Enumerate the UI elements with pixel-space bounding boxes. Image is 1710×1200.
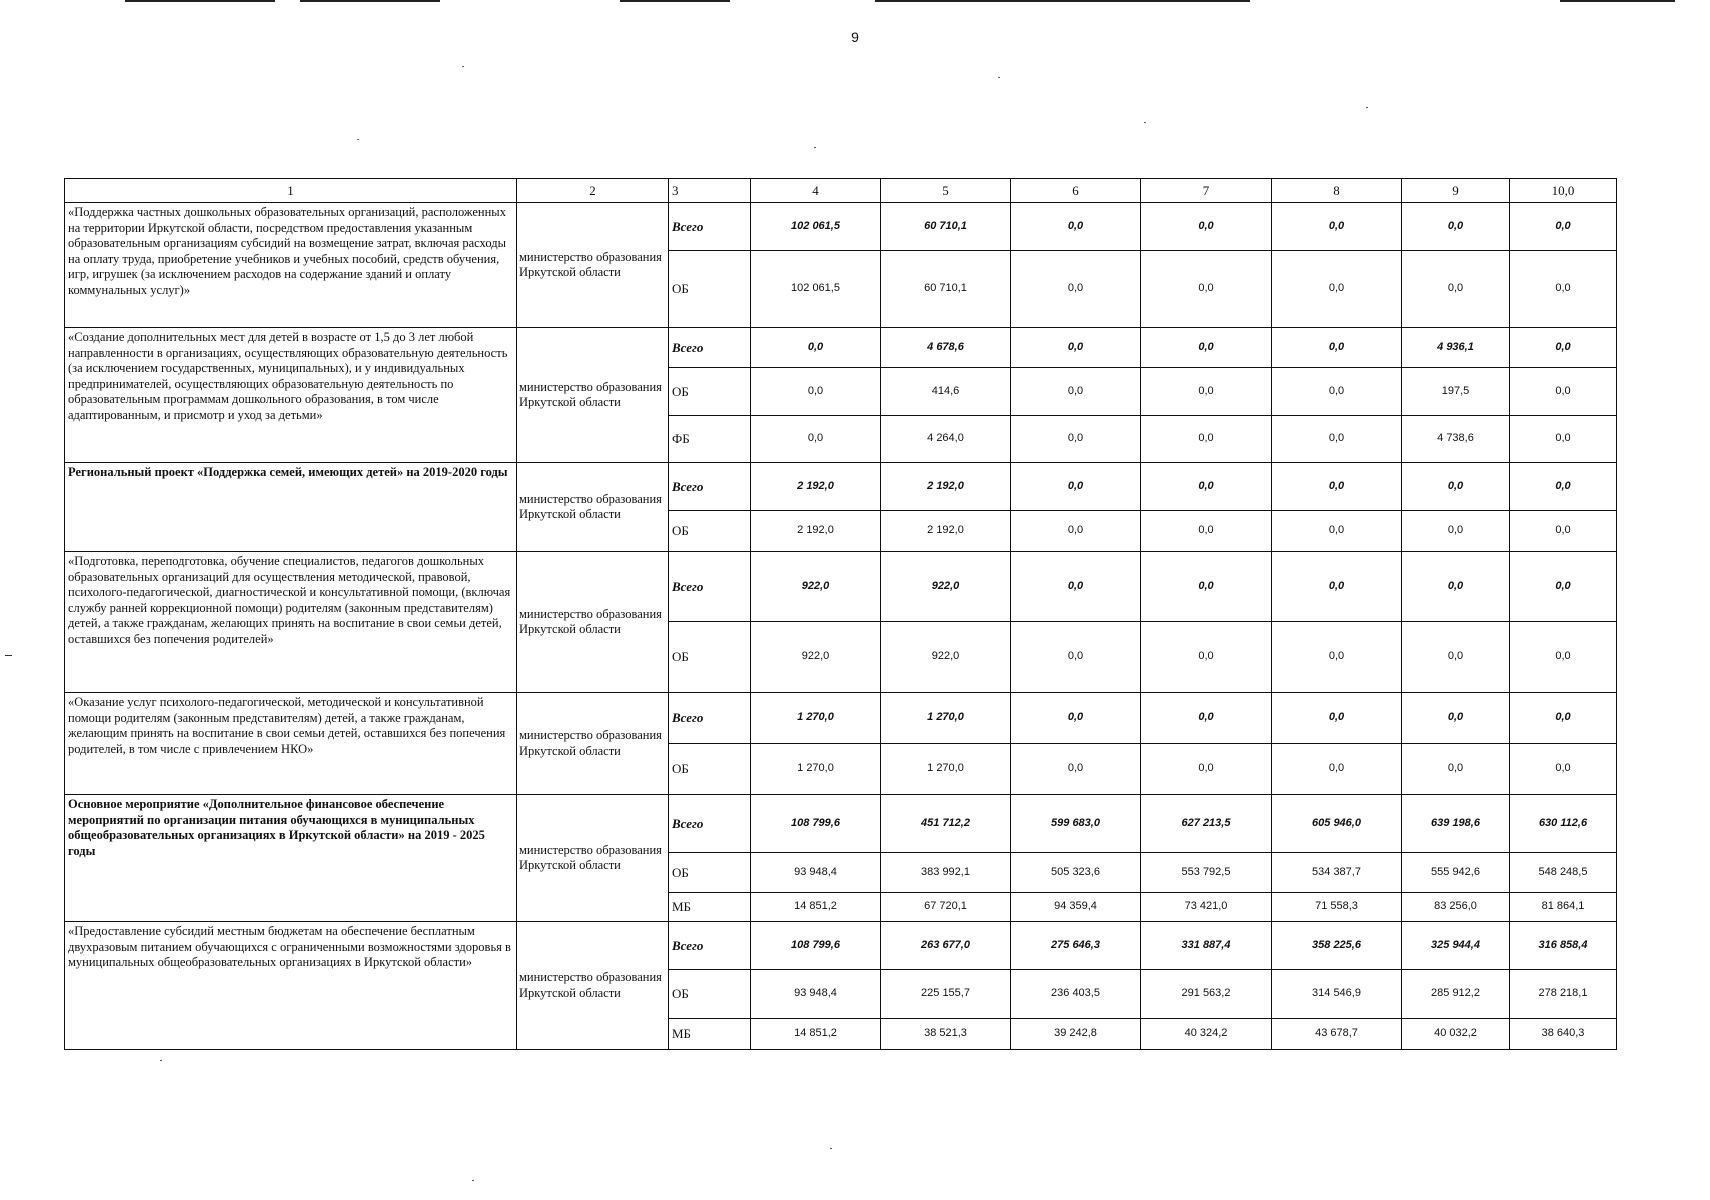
funding-source: Всего [669,795,751,853]
amount-cell: 0,0 [1011,693,1141,744]
amount-cell: 0,0 [1141,744,1272,795]
amount-cell: 0,0 [1510,693,1617,744]
table-row [65,693,1617,744]
amount-cell: 278 218,1 [1510,970,1617,1019]
amount-cell: 43 678,7 [1272,1019,1402,1050]
amount-cell: 0,0 [1272,203,1402,251]
amount-cell: 639 198,6 [1402,795,1510,853]
header-cell-6: 6 [1011,179,1141,203]
amount-cell: 0,0 [1510,416,1617,463]
amount-cell: 555 942,6 [1402,853,1510,893]
table-row [65,463,1617,511]
amount-cell: 0,0 [751,368,881,416]
amount-cell: 291 563,2 [1141,970,1272,1019]
scan-edge-mark [5,655,12,656]
amount-cell: 0,0 [1011,416,1141,463]
amount-cell: 331 887,4 [1141,922,1272,970]
amount-cell: 94 359,4 [1011,893,1141,922]
table-row [65,203,1617,251]
funding-source: Всего [669,693,751,744]
funding-source: ОБ [669,511,751,552]
amount-cell: 0,0 [1011,744,1141,795]
amount-cell: 605 946,0 [1272,795,1402,853]
amount-cell: 0,0 [1141,511,1272,552]
scan-top-line [300,0,440,2]
scan-speck [1366,107,1368,108]
amount-cell: 383 992,1 [881,853,1011,893]
amount-cell: 60 710,1 [881,203,1011,251]
responsible-executor: министерство образования Иркутской области [517,693,669,795]
scan-speck [830,1148,832,1149]
responsible-executor: министерство образования Иркутской области [517,203,669,328]
amount-cell: 263 677,0 [881,922,1011,970]
amount-cell: 0,0 [1272,744,1402,795]
amount-cell: 0,0 [1011,328,1141,368]
funding-source: ОБ [669,622,751,693]
amount-cell: 0,0 [1141,203,1272,251]
measure-description: «Предоставление субсидий местным бюджетам на обеспечение бесплатным двухразовым питанием обучающихся с ограниченными возможностями здоровья в муниципальных общеобразовательных организациях в Иркутской области» [65,922,517,1050]
measure-description: «Поддержка частных дошкольных образовательных организаций, расположенных на территории Иркутской области, посредством предоставления указанным образовательным организациям субсидий на возмещение затрат, включая расходы на оплату труда, приобретение учебников и учебных пособий, средств обучения, игр, игрушек (за исключением расходов на содержание зданий и оплату коммунальных услуг)» [65,203,517,328]
amount-cell: 0,0 [1011,463,1141,511]
amount-cell: 0,0 [1510,328,1617,368]
amount-cell: 0,0 [1272,511,1402,552]
header-cell-5: 5 [881,179,1011,203]
amount-cell: 0,0 [1011,203,1141,251]
amount-cell: 2 192,0 [751,463,881,511]
amount-cell: 0,0 [1141,416,1272,463]
scan-speck [472,1180,474,1181]
amount-cell: 0,0 [1510,552,1617,622]
measure-description: «Подготовка, переподготовка, обучение специалистов, педагогов дошкольных образовательных организаций для осуществления методической, правовой, психолого-педагогической, диагностической и консультативной помощи, (включая службу ранней коррекционной помощи) родителям (законным представителям) детей, а также гражданам, желающих принять на воспитание в свои семьи детей, оставшихся без попечения родителей» [65,552,517,693]
amount-cell: 0,0 [1402,622,1510,693]
amount-cell: 548 248,5 [1510,853,1617,893]
scan-top-line [620,0,730,2]
responsible-executor: министерство образования Иркутской области [517,552,669,693]
amount-cell: 0,0 [1272,251,1402,328]
header-cell-1: 1 [65,179,517,203]
amount-cell: 1 270,0 [881,744,1011,795]
funding-source: МБ [669,1019,751,1050]
amount-cell: 922,0 [881,552,1011,622]
amount-cell: 102 061,5 [751,203,881,251]
amount-cell: 40 324,2 [1141,1019,1272,1050]
amount-cell: 83 256,0 [1402,893,1510,922]
header-row [65,179,1617,203]
amount-cell: 1 270,0 [751,744,881,795]
amount-cell: 0,0 [1141,328,1272,368]
amount-cell: 0,0 [1141,251,1272,328]
amount-cell: 0,0 [1510,744,1617,795]
amount-cell: 0,0 [751,416,881,463]
amount-cell: 0,0 [1141,622,1272,693]
amount-cell: 108 799,6 [751,795,881,853]
amount-cell: 922,0 [751,622,881,693]
amount-cell: 102 061,5 [751,251,881,328]
amount-cell: 0,0 [1011,251,1141,328]
table-row [65,795,1617,853]
page-number: 9 [851,29,859,45]
amount-cell: 358 225,6 [1272,922,1402,970]
amount-cell: 0,0 [751,328,881,368]
amount-cell: 534 387,7 [1272,853,1402,893]
amount-cell: 0,0 [1402,552,1510,622]
funding-source: ОБ [669,970,751,1019]
amount-cell: 0,0 [1272,622,1402,693]
amount-cell: 0,0 [1402,693,1510,744]
header-cell-4: 4 [751,179,881,203]
funding-source: Всего [669,552,751,622]
table-row [65,552,1617,622]
amount-cell: 108 799,6 [751,922,881,970]
amount-cell: 0,0 [1141,463,1272,511]
amount-cell: 73 421,0 [1141,893,1272,922]
amount-cell: 93 948,4 [751,970,881,1019]
amount-cell: 2 192,0 [881,463,1011,511]
amount-cell: 0,0 [1011,368,1141,416]
amount-cell: 0,0 [1402,463,1510,511]
amount-cell: 60 710,1 [881,251,1011,328]
amount-cell: 38 640,3 [1510,1019,1617,1050]
amount-cell: 71 558,3 [1272,893,1402,922]
amount-cell: 197,5 [1402,368,1510,416]
amount-cell: 553 792,5 [1141,853,1272,893]
amount-cell: 314 546,9 [1272,970,1402,1019]
measure-description: Региональный проект «Поддержка семей, имеющих детей» на 2019-2020 годы [65,463,517,552]
amount-cell: 505 323,6 [1011,853,1141,893]
amount-cell: 4 264,0 [881,416,1011,463]
scan-speck [998,77,1000,78]
amount-cell: 0,0 [1011,622,1141,693]
amount-cell: 325 944,4 [1402,922,1510,970]
amount-cell: 0,0 [1510,251,1617,328]
amount-cell: 451 712,2 [881,795,1011,853]
table-row [65,328,1617,368]
header-cell-2: 2 [517,179,669,203]
amount-cell: 0,0 [1510,368,1617,416]
amount-cell: 0,0 [1510,622,1617,693]
funding-source: ОБ [669,853,751,893]
responsible-executor: министерство образования Иркутской области [517,328,669,463]
scan-speck [462,66,464,67]
amount-cell: 1 270,0 [881,693,1011,744]
amount-cell: 0,0 [1272,328,1402,368]
funding-source: Всего [669,328,751,368]
funding-source: МБ [669,893,751,922]
scan-speck [160,1060,162,1061]
amount-cell: 2 192,0 [751,511,881,552]
responsible-executor: министерство образования Иркутской области [517,922,669,1050]
scan-speck [357,139,359,140]
amount-cell: 0,0 [1011,511,1141,552]
amount-cell: 0,0 [1272,368,1402,416]
amount-cell: 2 192,0 [881,511,1011,552]
amount-cell: 0,0 [1011,552,1141,622]
amount-cell: 0,0 [1141,552,1272,622]
budget-table [64,178,1617,1050]
header-cell-3: 3 [669,179,751,203]
funding-source: ОБ [669,744,751,795]
amount-cell: 0,0 [1510,511,1617,552]
amount-cell: 414,6 [881,368,1011,416]
measure-description: Основное мероприятие «Дополнительное финансовое обеспечение мероприятий по организации питания обучающихся в муниципальных общеобразовательных организациях в Иркутской области» на 2019 - 2025 годы [65,795,517,922]
scan-top-line [875,0,1250,2]
amount-cell: 1 270,0 [751,693,881,744]
amount-cell: 39 242,8 [1011,1019,1141,1050]
funding-source: Всего [669,463,751,511]
amount-cell: 38 521,3 [881,1019,1011,1050]
amount-cell: 599 683,0 [1011,795,1141,853]
header-cell-7: 7 [1141,179,1272,203]
amount-cell: 0,0 [1402,203,1510,251]
scan-speck [1144,122,1146,123]
table-row [65,922,1617,970]
amount-cell: 275 646,3 [1011,922,1141,970]
amount-cell: 0,0 [1141,693,1272,744]
funding-source: Всего [669,922,751,970]
amount-cell: 225 155,7 [881,970,1011,1019]
amount-cell: 285 912,2 [1402,970,1510,1019]
amount-cell: 0,0 [1402,511,1510,552]
amount-cell: 236 403,5 [1011,970,1141,1019]
header-cell-10: 10,0 [1510,179,1617,203]
scan-speck [814,147,816,148]
amount-cell: 0,0 [1272,416,1402,463]
funding-source: ФБ [669,416,751,463]
amount-cell: 0,0 [1272,693,1402,744]
responsible-executor: министерство образования Иркутской области [517,795,669,922]
amount-cell: 40 032,2 [1402,1019,1510,1050]
scan-top-line [125,0,275,2]
amount-cell: 67 720,1 [881,893,1011,922]
amount-cell: 4 738,6 [1402,416,1510,463]
amount-cell: 0,0 [1402,744,1510,795]
header-cell-8: 8 [1272,179,1402,203]
measure-description: «Создание дополнительных мест для детей в возрасте от 1,5 до 3 лет любой направленности в организациях, осуществляющих образовательную деятельность (за исключением государственных, муниципальных), и у индивидуальных предпринимателей, осуществляющих образовательную деятельность по образовательным программам дошкольного образования, в том числе адаптированным, и присмотр и уход за детьми» [65,328,517,463]
funding-source: Всего [669,203,751,251]
amount-cell: 93 948,4 [751,853,881,893]
amount-cell: 922,0 [751,552,881,622]
amount-cell: 0,0 [1272,552,1402,622]
amount-cell: 4 678,6 [881,328,1011,368]
scan-top-line [1560,0,1675,2]
amount-cell: 0,0 [1402,251,1510,328]
header-cell-9: 9 [1402,179,1510,203]
amount-cell: 14 851,2 [751,893,881,922]
amount-cell: 630 112,6 [1510,795,1617,853]
amount-cell: 0,0 [1510,463,1617,511]
amount-cell: 922,0 [881,622,1011,693]
amount-cell: 316 858,4 [1510,922,1617,970]
measure-description: «Оказание услуг психолого-педагогической, методической и консультативной помощи родителям (законным представителям) детей, а также гражданам, желающим принять на воспитание в свои семьи детей, оставшихся без попечения родителей, в том числе с привлечением НКО» [65,693,517,795]
amount-cell: 81 864,1 [1510,893,1617,922]
funding-source: ОБ [669,251,751,328]
amount-cell: 627 213,5 [1141,795,1272,853]
responsible-executor: министерство образования Иркутской области [517,463,669,552]
amount-cell: 14 851,2 [751,1019,881,1050]
amount-cell: 0,0 [1510,203,1617,251]
amount-cell: 4 936,1 [1402,328,1510,368]
funding-source: ОБ [669,368,751,416]
amount-cell: 0,0 [1141,368,1272,416]
amount-cell: 0,0 [1272,463,1402,511]
